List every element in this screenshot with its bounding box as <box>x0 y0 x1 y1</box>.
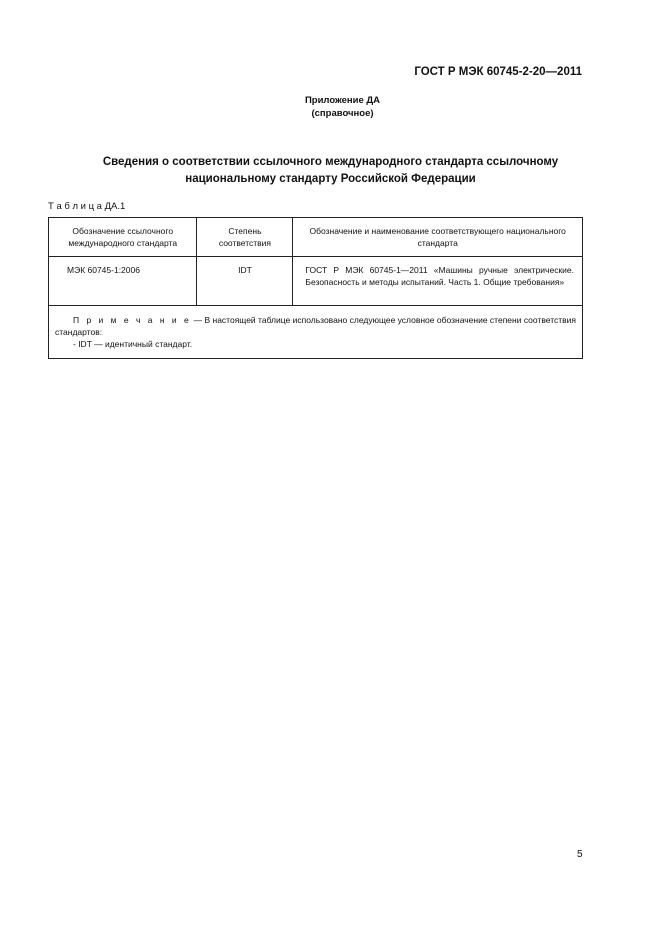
cell-national-standard: ГОСТ Р МЭК 60745-1—2011 «Машины ручные электрические. Безопасность и методы испытаний. Часть 1. Общие требования» <box>293 257 583 306</box>
note-text <box>55 314 576 338</box>
cell-degree: IDT <box>197 257 293 306</box>
section-heading <box>60 154 601 188</box>
heading-line-1: Сведения о соответствии ссылочного международного стандарта ссылочному <box>102 156 559 168</box>
correspondence-table <box>48 217 583 359</box>
header-degree: Степень соответствия <box>197 218 293 257</box>
heading-line-2: национальному стандарту Российской Федерации <box>185 173 476 185</box>
table-header-row <box>49 218 583 257</box>
note-body: — В настоящей таблице использовано следующее условное обозначение степени соответствия стандартов: <box>55 315 577 337</box>
note-label: П р и м е ч а н и е <box>73 315 192 325</box>
annex-title: Приложение ДА <box>304 95 381 106</box>
document-code: ГОСТ Р МЭК 60745-2-20—2011 <box>414 66 582 78</box>
table-row <box>49 257 583 306</box>
note-item: - IDT — идентичный стандарт. <box>73 339 193 349</box>
table-caption: Т а б л и ц а ДА.1 <box>48 201 126 212</box>
header-intl-standard: Обозначение ссылочного международного стандарта <box>49 218 197 257</box>
cell-intl-standard: МЭК 60745-1:2006 <box>49 257 197 306</box>
annex-subtitle: (справочное) <box>311 108 374 119</box>
table-note-row <box>49 306 583 359</box>
page-number: 5 <box>577 849 583 860</box>
table-note <box>49 306 583 359</box>
header-national-standard: Обозначение и наименование соответствующего национального стандарта <box>293 218 583 257</box>
